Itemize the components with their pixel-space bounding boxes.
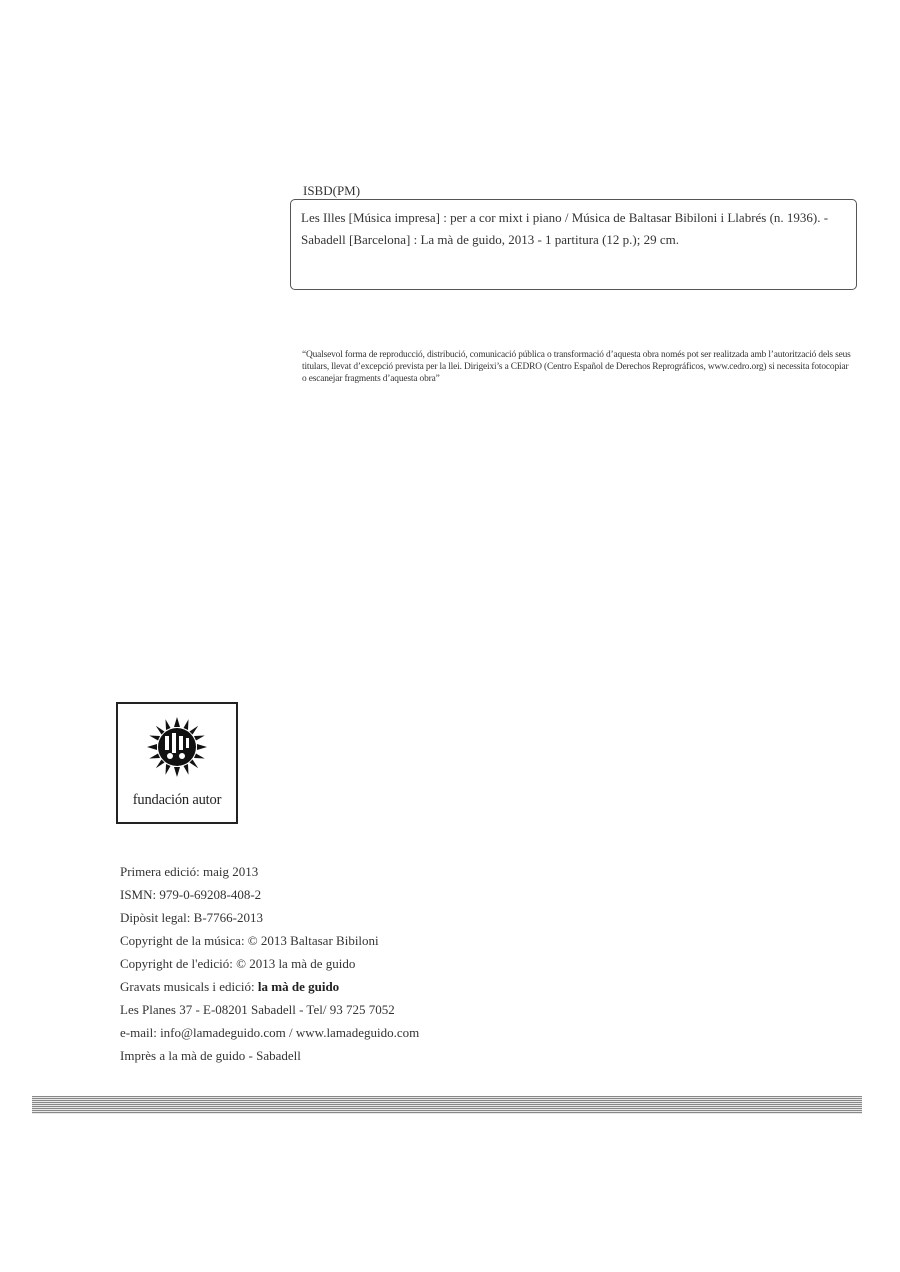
legal-deposit: Dipòsit legal: B-7766-2013 xyxy=(120,910,263,925)
decorative-staff-rules xyxy=(32,1096,862,1114)
fundacion-autor-logo xyxy=(116,702,238,824)
first-edition: Primera edició: maig 2013 xyxy=(120,864,259,879)
ismn: ISMN: 979-0-69208-408-2 xyxy=(120,887,262,902)
engraving-prefix: Gravats musicals i edició: xyxy=(120,979,258,994)
logo-caption: fundación autor xyxy=(132,792,222,808)
fundacion-autor-sun-logo-icon xyxy=(146,716,208,778)
music-copyright: Copyright de la música: © 2013 Baltasar Bibiloni xyxy=(120,933,379,948)
isbd-record-box: Les Illes [Música impresa] : per a cor mixt i piano / Música de Baltasar Bibiloni i Llabrés (n. 1936). - Sabadell [Barcelona] : La mà de guido, 2013 - 1 partitura (12 p.); 29 cm. xyxy=(290,199,857,290)
edition-copyright: Copyright de l'edició: © 2013 la mà de guido xyxy=(120,956,356,971)
engraving-line xyxy=(120,975,419,998)
publisher-address: Les Planes 37 - E-08201 Sabadell - Tel/ 93 725 7052 xyxy=(120,1002,395,1017)
copyright-notice: “Qualsevol forma de reproducció, distribució, comunicació pública o transformació d’aquesta obra només pot ser realitzada amb l’autorització dels seus titulars, llevat d’excepció prevista per la llei. Dirigeixi’s a CEDRO (Centro Español de Derechos Reprográficos, www.cedro.org) si necessita fotocopiar o escanejar fragments d’aquesta obra” xyxy=(302,350,851,384)
engraving-publisher: la mà de guido xyxy=(257,979,340,994)
printed-by: Imprès a la mà de guido - Sabadell xyxy=(120,1048,301,1063)
isbd-label: ISBD(PM) xyxy=(303,183,361,198)
publisher-contact: e-mail: info@lamadeguido.com / www.lamadeguido.com xyxy=(120,1025,420,1040)
colophon xyxy=(120,860,419,1067)
